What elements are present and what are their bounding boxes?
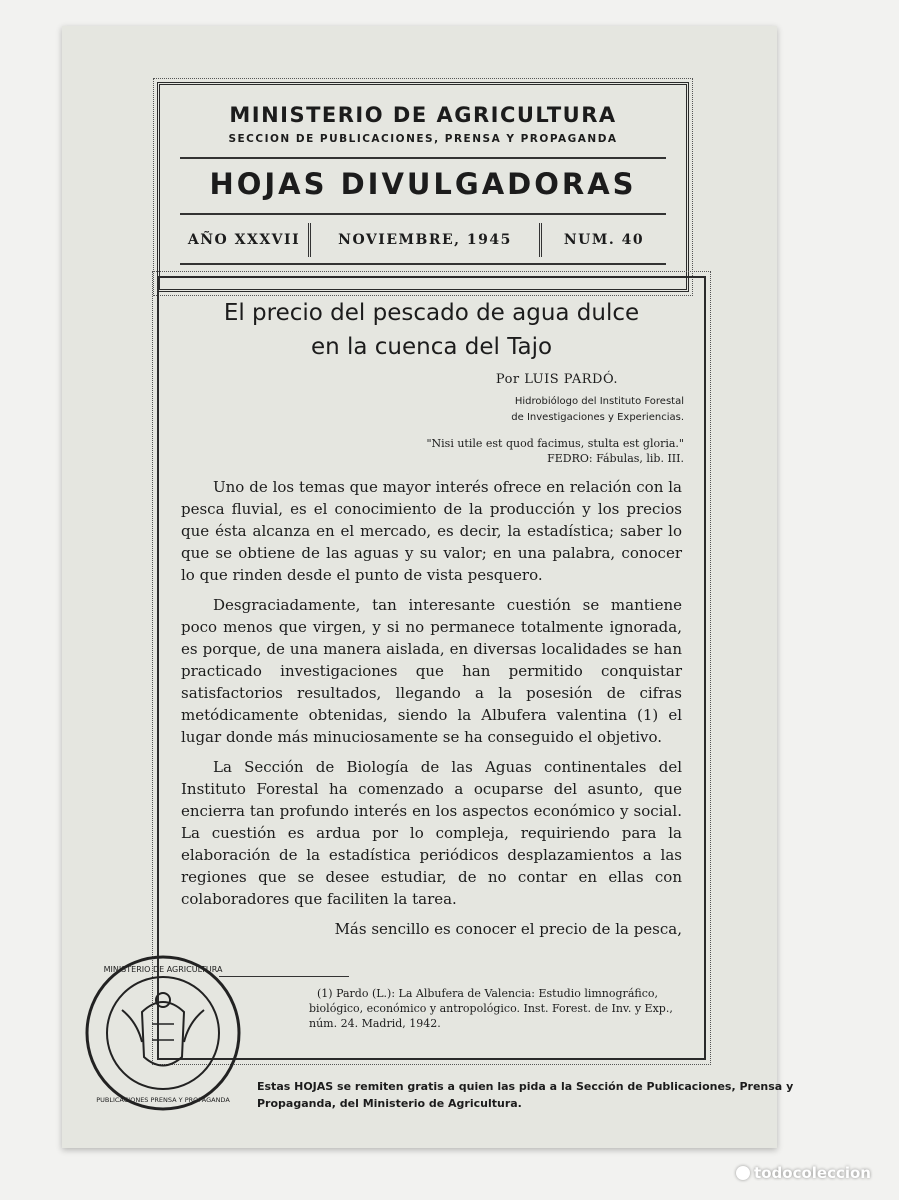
issue-info-row — [180, 221, 666, 259]
divider — [180, 213, 666, 215]
epigraph-source: FEDRO: Fábulas, lib. III. — [547, 452, 684, 465]
svg-text:MINISTERIO DE AGRICULTURA: MINISTERIO DE AGRICULTURA — [103, 965, 223, 974]
article-title-line: El precio del pescado de agua dulce — [223, 300, 640, 326]
ministry-name: MINISTERIO DE AGRICULTURA — [229, 103, 617, 127]
article-byline: Por LUIS PARDÓ. — [495, 372, 618, 387]
paragraph: Desgraciadamente, tan interesante cuestión se mantiene poco menos que virgen, y si no permanece totalmente ignorada, es porque, de una manera aislada, en diversas localidades se han practicado investigaciones que han permitido conquistar satisfactorios resultados, llegando a la posesión de cifras metódicamente obtenidas, siendo la Albufera valentina (1) el lugar donde más minuciosamente se ha conseguido el objetivo. — [181, 596, 682, 746]
issue-year: AÑO XXXVII — [187, 232, 301, 248]
article-box — [157, 276, 706, 1060]
divider — [180, 263, 666, 265]
epigraph-quote: "Nisi utile est quod facimus, stulta est gloria." — [426, 437, 684, 450]
paragraph: Uno de los temas que mayor interés ofrece en relación con la pesca fluvial, es el conocimiento de la producción y los precios que ésta alcanza en el mercado, es decir, la estadística; saber lo que se obtiene de las aguas y su valor; en una palabra, conocer lo que rinden desde el punto de vista pesquero. — [181, 478, 682, 584]
paragraph-continued: Más sencillo es conocer el precio de la pesca, — [334, 920, 682, 938]
paragraph: La Sección de Biología de las Aguas continentales del Instituto Forestal ha comenzado a ocuparse del asunto, que encierra tan profundo interés en los aspectos económico y social. La cuestión es ardua por lo compleja, requiriendo para la elaboración de la estadística periódicos desplazamientos a las regiones que se desee estudiar, de no contar en ellas con colaboradores que faciliten la tarea. — [181, 758, 682, 908]
ministry-seal-stamp — [82, 952, 244, 1114]
affiliation-line: Hidrobiólogo del Instituto Forestal — [514, 396, 684, 407]
watermark-text: todocoleccion — [754, 1164, 871, 1182]
article-title-line: en la cuenca del Tajo — [310, 334, 553, 360]
article-body — [181, 476, 682, 948]
divider — [180, 157, 666, 159]
masthead — [157, 82, 689, 292]
affiliation-line: de Investigaciones y Experiencias. — [511, 412, 684, 423]
publication-title: HOJAS DIVULGADORAS — [209, 167, 637, 201]
footnote: (1) Pardo (L.): La Albufera de Valencia: Estudio limnográfico, biológico, económico y antropológico. Inst. Forest. de Inv. y Exp., núm. 24. Madrid, 1942. — [309, 987, 673, 1030]
section-name: SECCION DE PUBLICACIONES, PRENSA Y PROPAGANDA — [228, 133, 618, 145]
issue-date: NOVIEMBRE, 1945 — [308, 223, 542, 257]
author-affiliation — [511, 394, 684, 426]
site-watermark — [736, 1164, 871, 1182]
issue-number: NUM. 40 — [563, 232, 645, 248]
epigraph — [426, 436, 684, 466]
svg-text:PUBLICACIONES PRENSA Y PROPAGA: PUBLICACIONES PRENSA Y PROPAGANDA — [96, 1096, 230, 1104]
article-title — [159, 296, 704, 364]
distribution-notice: Estas HOJAS se remiten gratis a quien las pida a la Sección de Publicaciones, Prensa y Propaganda, del Ministerio de Agricultura. — [257, 1080, 794, 1110]
watermark-logo-icon — [736, 1166, 750, 1180]
